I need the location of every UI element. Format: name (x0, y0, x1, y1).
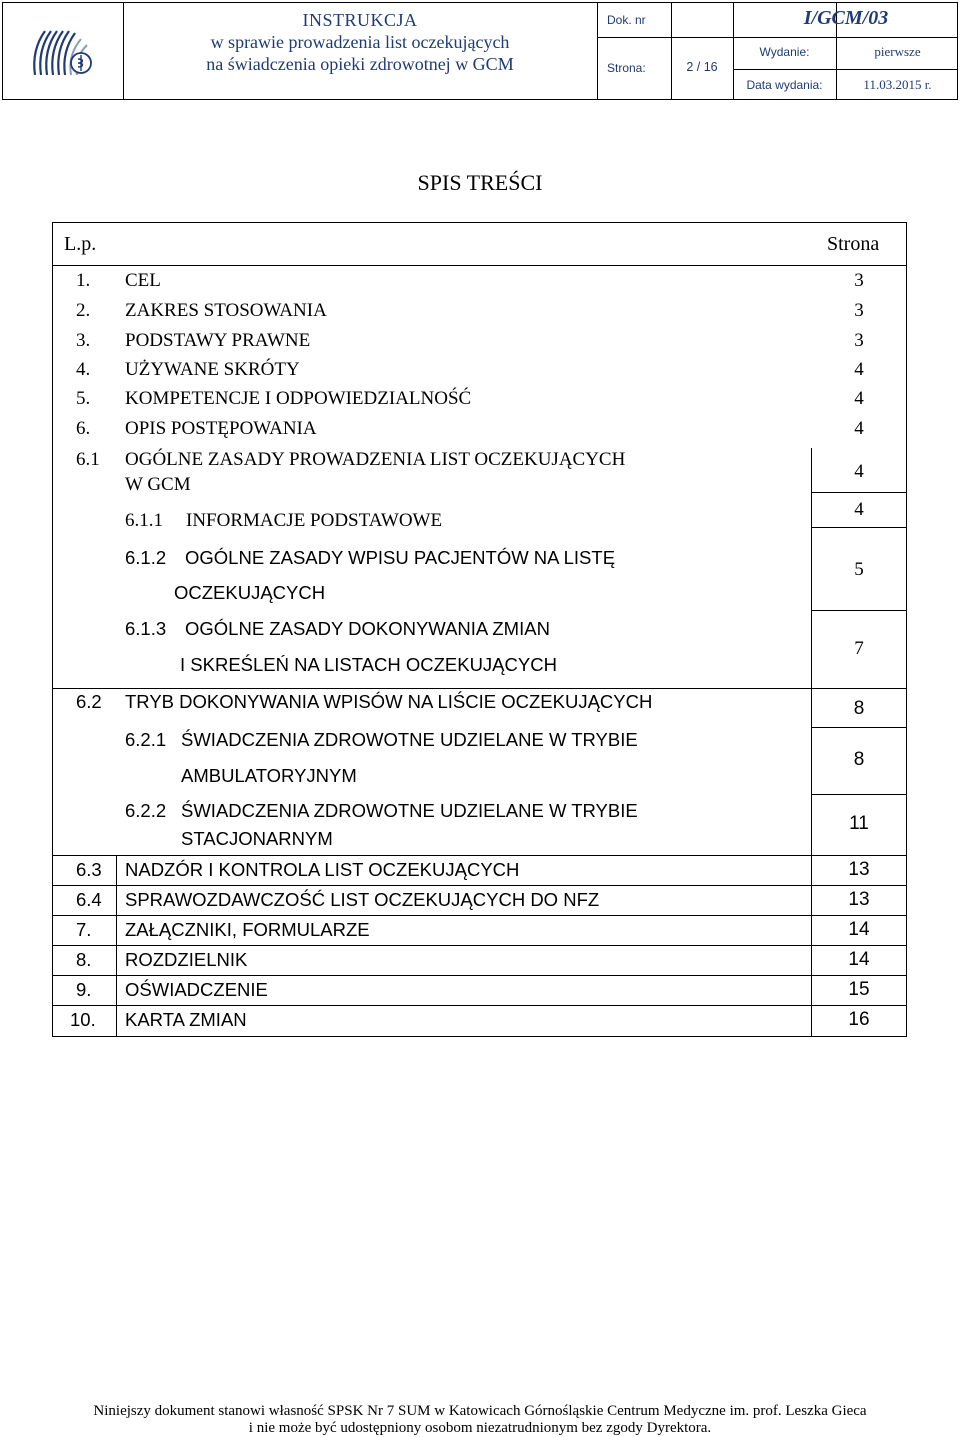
toc-row-page: 13 (848, 889, 870, 910)
toc-row-page: 3 (854, 330, 864, 351)
divider (671, 3, 672, 99)
toc-row-number: 6.2.1 (125, 729, 167, 750)
toc-row-number: 3. (76, 330, 91, 351)
toc-row-page: 13 (848, 859, 870, 880)
toc-row-number: 10. (70, 1009, 96, 1030)
toc-row-page: 8 (853, 749, 865, 770)
toc-row-page: 14 (848, 949, 870, 970)
column-header-page: Strona (827, 233, 880, 255)
toc-row-page: 4 (854, 359, 864, 380)
divider (52, 945, 907, 946)
toc-row-page: 14 (848, 919, 870, 940)
page-heading: SPIS TREŚCI (417, 170, 543, 195)
toc-row-number: 6.1.3 (125, 618, 167, 639)
divider (52, 885, 907, 886)
toc-row-number: 9. (76, 979, 92, 1000)
divider (811, 794, 907, 795)
toc-row-title: ZAŁĄCZNIKI, FORMULARZE (125, 919, 370, 940)
divider (52, 855, 907, 856)
divider (52, 265, 907, 266)
toc-row-title: ŚWIADCZENIA ZDROWOTNE UDZIELANE W TRYBIE (181, 800, 638, 821)
toc-row-page: 4 (854, 418, 864, 439)
toc-row-title: KARTA ZMIAN (125, 1009, 247, 1030)
edition-label: Wydanie: (759, 45, 810, 59)
toc-row-title: OGÓLNE ZASADY WPISU PACJENTÓW NA LISTĘ (185, 547, 616, 568)
toc-row-number: 1. (76, 270, 91, 291)
doc-nr-value: I/GCM/03 (803, 7, 889, 29)
toc-row-title: ŚWIADCZENIA ZDROWOTNE UDZIELANE W TRYBIE (181, 729, 638, 750)
toc-row-page: 7 (854, 638, 864, 659)
gcm-logo-icon (29, 23, 99, 79)
toc-row-title: ZAKRES STOSOWANIA (125, 300, 327, 321)
column-header-lp: L.p. (64, 233, 97, 255)
toc-row-title: OGÓLNE ZASADY DOKONYWANIA ZMIAN (185, 618, 550, 639)
divider (811, 610, 907, 611)
toc-row-number: 6.1.2 (125, 547, 167, 568)
toc-row-title: W GCM (125, 474, 191, 495)
toc-row-title: TRYB DOKONYWANIA WPISÓW NA LIŚCIE OCZEKUJĄCYCH (125, 691, 653, 712)
divider (52, 688, 907, 689)
divider (811, 727, 907, 728)
toc-row-page: 5 (854, 559, 864, 580)
toc-row-number: 6. (76, 418, 91, 439)
toc-row-page: 15 (848, 979, 870, 1000)
divider (123, 3, 124, 99)
date-label: Data wydania: (746, 78, 823, 92)
toc-row-title: NADZÓR I KONTROLA LIST OCZEKUJĄCYCH (125, 859, 520, 880)
toc-row-number: 6.2.2 (125, 800, 167, 821)
date-value: 11.03.2015 r. (863, 77, 932, 92)
footer-line: Niniejszy dokument stanowi własność SPSK Nr 7 SUM w Katowicach Górnośląskie Centrum Medyczne im. prof. Leszka Gieca (93, 1403, 867, 1419)
divider (811, 527, 907, 528)
page-label: Strona: (607, 61, 646, 75)
toc-row-title: KOMPETENCJE I ODPOWIEDZIALNOŚĆ (125, 388, 472, 409)
table-of-contents (52, 222, 907, 1037)
divider (733, 69, 957, 70)
toc-row-title: INFORMACJE PODSTAWOWE (186, 510, 443, 531)
toc-row-title: ROZDZIELNIK (125, 949, 248, 970)
toc-row-page: 11 (849, 813, 869, 834)
toc-row-number: 4. (76, 359, 91, 380)
footer-line: i nie może być udostępniony osobom niezatrudnionym bez zgody Dyrektora. (248, 1420, 712, 1436)
title-line: w sprawie prowadzenia list oczekujących (210, 32, 510, 52)
divider (811, 492, 907, 493)
toc-row-number: 5. (76, 388, 91, 409)
toc-row-page: 16 (848, 1009, 870, 1030)
document-title (125, 9, 595, 75)
title-line: INSTRUKCJA (302, 10, 418, 30)
toc-row-title: I SKREŚLEŃ NA LISTACH OCZEKUJĄCYCH (180, 654, 557, 675)
divider (811, 448, 812, 1037)
toc-row-number: 6.1 (76, 449, 100, 470)
toc-row-number: 8. (76, 949, 92, 970)
divider (597, 37, 957, 38)
divider (597, 3, 598, 99)
toc-row-title: AMBULATORYJNYM (181, 765, 357, 786)
toc-row-page: 3 (854, 300, 864, 321)
toc-row-number: 6.1.1 (125, 510, 163, 531)
doc-nr-label: Dok. nr (607, 13, 646, 27)
toc-row-title: OPIS POSTĘPOWANIA (125, 418, 317, 439)
divider (52, 1005, 907, 1006)
toc-row-title: OGÓLNE ZASADY PROWADZENIA LIST OCZEKUJĄCYCH (125, 449, 626, 470)
toc-row-number: 6.4 (76, 889, 102, 910)
toc-row-number: 7. (76, 919, 92, 940)
toc-row-title: CEL (125, 270, 161, 291)
title-line: na świadczenia opieki zdrowotnej w GCM (206, 54, 514, 74)
toc-row-page: 4 (854, 388, 864, 409)
toc-row-page: 4 (854, 461, 864, 482)
toc-row-title: OCZEKUJĄCYCH (174, 582, 326, 603)
toc-row-page: 4 (854, 499, 864, 520)
toc-row-title: STACJONARNYM (181, 828, 333, 849)
document-header (2, 2, 958, 100)
toc-row-title: OŚWIADCZENIE (125, 979, 268, 1000)
edition-value: pierwsze (874, 44, 921, 59)
toc-row-number: 6.2 (76, 691, 102, 712)
divider (116, 855, 117, 1037)
page-value: 2 / 16 (686, 60, 718, 74)
toc-row-title: UŻYWANE SKRÓTY (125, 359, 300, 380)
toc-row-page: 8 (853, 698, 865, 719)
toc-row-page: 3 (854, 270, 864, 291)
divider (52, 915, 907, 916)
toc-row-number: 6.3 (76, 859, 102, 880)
toc-row-number: 2. (76, 300, 91, 321)
toc-row-title: PODSTAWY PRAWNE (125, 330, 311, 351)
toc-row-title: SPRAWOZDAWCZOŚĆ LIST OCZEKUJĄCYCH DO NFZ (125, 889, 600, 910)
divider (52, 975, 907, 976)
